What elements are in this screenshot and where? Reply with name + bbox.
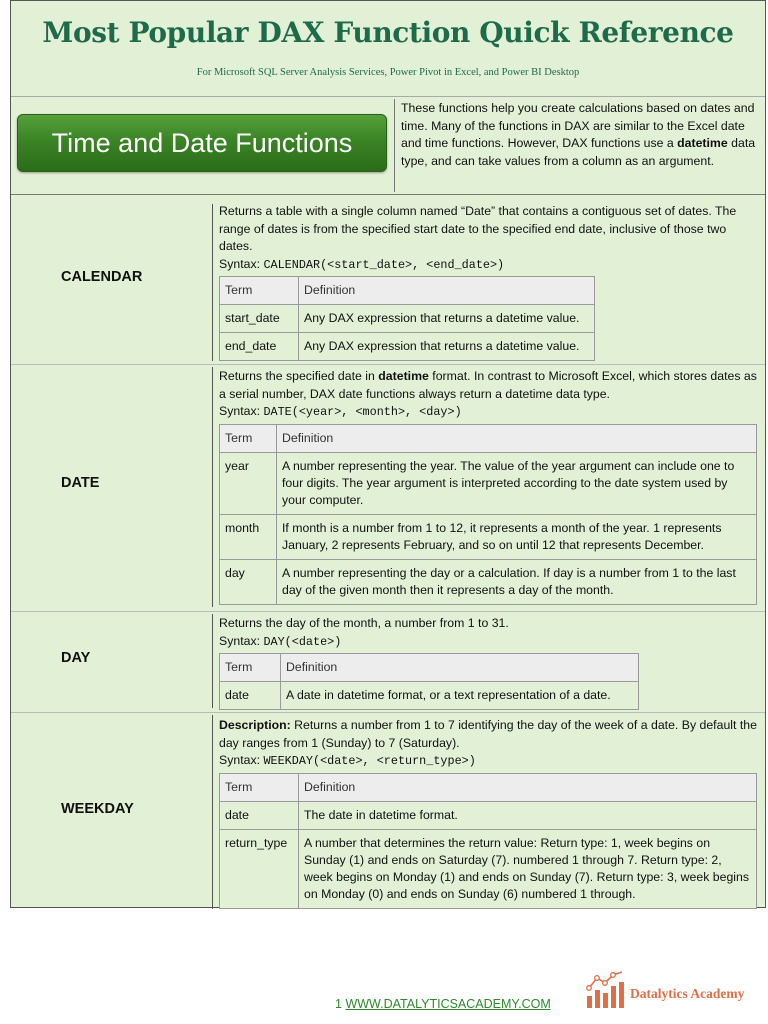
definition-cell: Any DAX expression that returns a datetime value. xyxy=(299,305,595,333)
term-cell: month xyxy=(220,514,277,559)
intro-text xyxy=(401,100,761,170)
date-section xyxy=(219,368,759,605)
date-terms-table xyxy=(219,424,757,605)
term-cell: return_type xyxy=(220,829,299,908)
definition-cell: If month is a number from 1 to 12, it represents a month of the year. 1 represents January, 2 represents February, and so on until 12 that represents December. xyxy=(277,514,757,559)
weekday-terms-table xyxy=(219,773,757,909)
table-header-row xyxy=(220,654,639,682)
column-header-term: Term xyxy=(220,277,299,305)
section-divider xyxy=(212,715,213,909)
table-row xyxy=(220,305,595,333)
table-header-row xyxy=(220,773,757,801)
definition-cell: A number representing the day or a calculation. If day is a number from 1 to the last day of the given month then it represents a day of the month. xyxy=(277,559,757,604)
section-divider xyxy=(212,204,213,361)
term-cell: date xyxy=(220,801,299,829)
calendar-section xyxy=(219,203,759,361)
function-name-weekday: WEEKDAY xyxy=(61,801,134,817)
section-banner: Time and Date Functions xyxy=(17,114,387,172)
table-header-row xyxy=(220,277,595,305)
term-cell: year xyxy=(220,452,277,514)
intro-text-bold: datetime xyxy=(677,136,728,150)
section-divider xyxy=(212,367,213,607)
table-row xyxy=(220,801,757,829)
syntax-code: CALENDAR(<start_date>, <end_date>) xyxy=(263,257,505,272)
description-part: format. In contrast to Microsoft Excel, which stores dates as a serial number, DAX date functions always return a datetime data type. xyxy=(219,369,757,401)
footer-url[interactable]: WWW.DATALYTICSACADEMY.COM xyxy=(345,997,551,1011)
weekday-syntax xyxy=(219,752,759,771)
day-section xyxy=(219,615,759,710)
section-divider xyxy=(212,614,213,708)
page-frame xyxy=(10,0,766,908)
brand-name: Datalytics Academy xyxy=(630,986,745,1001)
table-row xyxy=(220,333,595,361)
date-description xyxy=(219,368,759,403)
column-header-definition: Definition xyxy=(277,424,757,452)
day-description: Returns the day of the month, a number from 1 to 31. xyxy=(219,616,509,630)
brand-logo-icon xyxy=(585,970,627,1010)
definition-cell: A number representing the year. The value of the year argument can include one to four digits. The year argument is interpreted according to the date system used by your computer. xyxy=(277,452,757,514)
description-label: Description: xyxy=(219,718,291,732)
definition-cell: The date in datetime format. xyxy=(299,801,757,829)
calendar-description: Returns a table with a single column named “Date” that contains a contiguous set of dates. The range of dates is from the specified start date to the specified end date, inclusive of those two dates. xyxy=(219,204,737,253)
syntax-label: Syntax: xyxy=(219,256,264,271)
syntax-label: Syntax: xyxy=(219,633,264,648)
description-text: Returns a number from 1 to 7 identifying the day of the week of a date. By default the day ranges from 1 (Sunday) to 7 (Saturday). xyxy=(219,718,757,750)
function-name-calendar: CALENDAR xyxy=(61,269,143,285)
calendar-terms-table xyxy=(219,276,595,361)
section-separator xyxy=(11,611,765,612)
term-cell: start_date xyxy=(220,305,299,333)
table-row xyxy=(220,559,757,604)
table-row xyxy=(220,452,757,514)
table-header-row xyxy=(220,424,757,452)
header-bottom-divider xyxy=(11,194,765,195)
footer-link[interactable] xyxy=(335,997,551,1011)
definition-cell: A number that determines the return value: Return type: 1, week begins on Sunday (1) and ends on Saturday (7). numbered 1 through 7. Return type: 2, week begins on Monday (1) and ends on Sunday (7). Return type: 3, week begins on Monday (0) and ends on Sunday (6) numbered 1 through. xyxy=(299,829,757,908)
description-bold: datetime xyxy=(378,369,429,383)
definition-cell: Any DAX expression that returns a datetime value. xyxy=(299,333,595,361)
page-number: 1 xyxy=(335,997,342,1011)
page-subtitle: For Microsoft SQL Server Analysis Services, Power Pivot in Excel, and Power BI Desktop xyxy=(196,67,580,78)
term-cell: date xyxy=(220,682,281,710)
calendar-syntax xyxy=(219,256,759,275)
table-row xyxy=(220,514,757,559)
column-header-term: Term xyxy=(220,773,299,801)
term-cell: end_date xyxy=(220,333,299,361)
syntax-code: WEEKDAY(<date>, <return_type>) xyxy=(263,754,476,768)
column-header-definition: Definition xyxy=(299,277,595,305)
header-divider xyxy=(11,96,765,97)
section-separator xyxy=(11,364,765,365)
function-name-date: DATE xyxy=(61,475,100,491)
syntax-code: DAY(<date>) xyxy=(263,634,342,649)
page-title: Most Popular DAX Function Quick Reference xyxy=(42,16,734,49)
function-name-day: DAY xyxy=(61,650,91,666)
column-header-definition: Definition xyxy=(281,654,639,682)
section-separator xyxy=(11,712,765,713)
column-header-term: Term xyxy=(220,424,277,452)
date-syntax xyxy=(219,403,759,422)
weekday-description xyxy=(219,717,759,752)
header-vertical-divider xyxy=(394,99,395,192)
table-row xyxy=(220,829,757,908)
syntax-label: Syntax: xyxy=(219,753,264,767)
description-part: Returns the specified date in xyxy=(219,369,379,383)
intro-text-part: These functions help you create calculations based on dates and time. Many of the functions in DAX are similar to the Excel date and time functions. However, DAX functions use a xyxy=(401,101,755,150)
day-syntax xyxy=(219,633,759,652)
term-cell: day xyxy=(220,559,277,604)
column-header-definition: Definition xyxy=(299,773,757,801)
syntax-code: DATE(<year>, <month>, <day>) xyxy=(263,405,462,419)
definition-cell: A date in datetime format, or a text representation of a date. xyxy=(281,682,639,710)
intro-text-part: data type, and can take values from a column as an argument. xyxy=(401,136,756,168)
table-row xyxy=(220,682,639,710)
column-header-term: Term xyxy=(220,654,281,682)
weekday-section xyxy=(219,717,759,909)
syntax-label: Syntax: xyxy=(219,404,264,418)
day-terms-table xyxy=(219,653,639,710)
